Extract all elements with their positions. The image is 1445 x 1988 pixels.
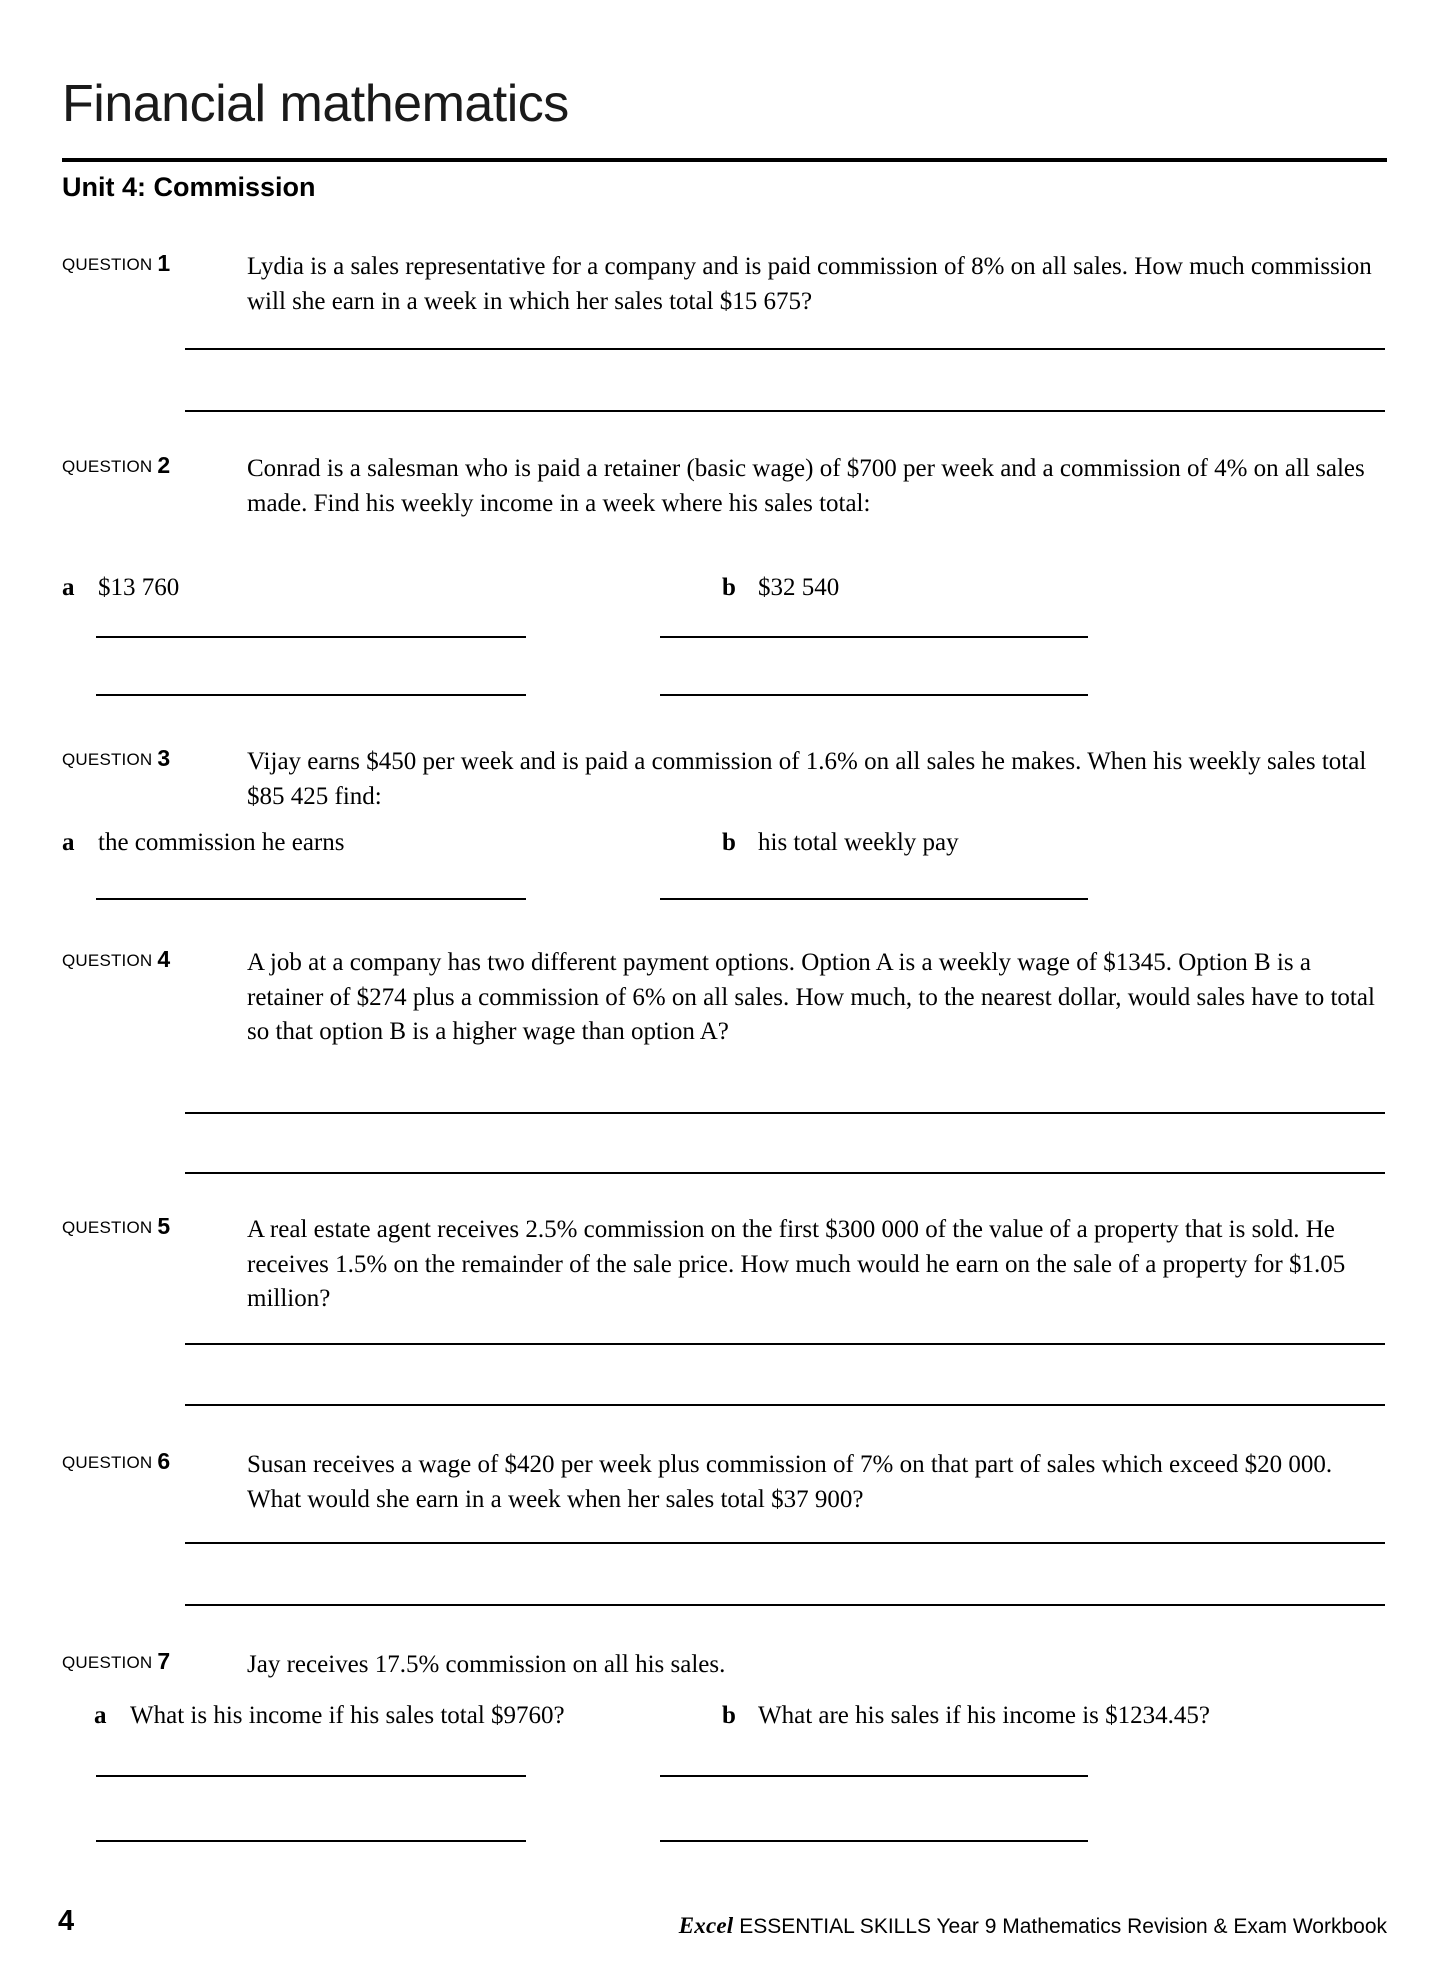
- answer-line[interactable]: [185, 1404, 1385, 1406]
- subpart-letter: a: [62, 829, 75, 856]
- answer-line[interactable]: [96, 1840, 526, 1842]
- question-block-7: [62, 1648, 1387, 1683]
- subpart-2b: [722, 572, 1342, 605]
- question-label-1: [62, 250, 232, 277]
- question-number: 3: [157, 745, 171, 771]
- answer-line[interactable]: [185, 1604, 1385, 1606]
- answer-line[interactable]: [96, 1775, 526, 1777]
- page-number: 4: [58, 1905, 75, 1937]
- question-label-4: [62, 946, 232, 973]
- answer-line[interactable]: [96, 636, 526, 638]
- question-number: 6: [157, 1448, 171, 1474]
- footer-subtitle: ESSENTIAL SKILLS Year 9 Mathematics Revision & Exam Workbook: [733, 1915, 1387, 1938]
- subpart-letter: a: [94, 1702, 107, 1729]
- question-word: QUESTION: [62, 951, 153, 970]
- subpart-2a: [62, 572, 672, 605]
- page-title: Financial mathematics: [62, 75, 569, 133]
- question-label-7: [62, 1648, 232, 1675]
- question-text-5: A real estate agent receives 2.5% commission on the first $300 000 of the value of a property that is sold. He receives 1.5% on the remainder of the sale price. How much would he earn on the sale of a property for $1.05 million?: [247, 1216, 1346, 1312]
- answer-line[interactable]: [185, 1542, 1385, 1544]
- question-text-6: Susan receives a wage of $420 per week plus commission of 7% on that part of sales which exceed $20 000. What would she earn in a week when her sales total $37 900?: [247, 1451, 1333, 1513]
- answer-line[interactable]: [96, 898, 526, 900]
- subpart-letter: b: [722, 829, 736, 856]
- question-block-1: [62, 250, 1387, 319]
- question-block-6: [62, 1448, 1387, 1517]
- brand-name: Excel: [678, 1913, 734, 1938]
- question-label-5: [62, 1213, 232, 1240]
- answer-line[interactable]: [185, 1112, 1385, 1114]
- answer-line[interactable]: [660, 694, 1088, 696]
- question-block-4: [62, 946, 1387, 1050]
- question-text-7: Jay receives 17.5% commission on all his sales.: [247, 1651, 726, 1678]
- question-word: QUESTION: [62, 1453, 153, 1472]
- answer-line[interactable]: [96, 694, 526, 696]
- question-number: 7: [157, 1648, 171, 1674]
- question-word: QUESTION: [62, 1653, 153, 1672]
- question-word: QUESTION: [62, 750, 153, 769]
- question-label-3: [62, 745, 232, 772]
- answer-line[interactable]: [660, 636, 1088, 638]
- question-word: QUESTION: [62, 255, 153, 274]
- subpart-text: What is his income if his sales total $9760?: [130, 1702, 565, 1729]
- answer-line[interactable]: [185, 1343, 1385, 1345]
- question-number: 2: [157, 452, 171, 478]
- question-text-3: Vijay earns $450 per week and is paid a commission of 1.6% on all sales he makes. When his weekly sales total $85 425 find:: [247, 748, 1367, 810]
- question-block-5: [62, 1213, 1387, 1317]
- question-text-4: A job at a company has two different payment options. Option A is a weekly wage of $1345. Option B is a retainer of $274 plus a commission of 6% on all sales. How much, to the nearest dollar, would sales have to total so that option B is a higher wage than option A?: [247, 949, 1375, 1045]
- unit-heading: Unit 4: Commission: [62, 172, 316, 202]
- subpart-text: What are his sales if his income is $1234.45?: [758, 1702, 1210, 1729]
- question-number: 4: [157, 946, 171, 972]
- subpart-letter: a: [62, 574, 75, 601]
- title-divider: [62, 158, 1387, 162]
- subpart-7b: [722, 1700, 1362, 1733]
- question-word: QUESTION: [62, 1218, 153, 1237]
- question-block-2: [62, 452, 1387, 521]
- answer-line[interactable]: [660, 898, 1088, 900]
- answer-line[interactable]: [185, 1172, 1385, 1174]
- answer-line[interactable]: [185, 410, 1385, 412]
- subpart-text: $13 760: [98, 574, 180, 601]
- subpart-text: $32 540: [758, 574, 840, 601]
- subpart-3a: [62, 827, 672, 860]
- question-label-2: [62, 452, 232, 479]
- subpart-letter: b: [722, 1702, 736, 1729]
- answer-line[interactable]: [660, 1775, 1088, 1777]
- question-label-6: [62, 1448, 232, 1475]
- subpart-text: the commission he earns: [98, 829, 345, 856]
- answer-line[interactable]: [660, 1840, 1088, 1842]
- question-text-1: Lydia is a sales representative for a company and is paid commission of 8% on all sales. How much commission will she earn in a week in which her sales total $15 675?: [247, 253, 1372, 315]
- subpart-letter: b: [722, 574, 736, 601]
- answer-line[interactable]: [185, 348, 1385, 350]
- subpart-text: his total weekly pay: [758, 829, 959, 856]
- question-block-3: [62, 745, 1387, 814]
- question-word: QUESTION: [62, 457, 153, 476]
- question-number: 5: [157, 1213, 171, 1239]
- question-text-2: Conrad is a salesman who is paid a retainer (basic wage) of $700 per week and a commission of 4% on all sales made. Find his weekly income in a week where his sales total:: [247, 455, 1365, 517]
- subpart-7a: [94, 1700, 704, 1733]
- subpart-3b: [722, 827, 1342, 860]
- question-number: 1: [157, 250, 171, 276]
- footer-caption: [679, 1913, 1387, 1939]
